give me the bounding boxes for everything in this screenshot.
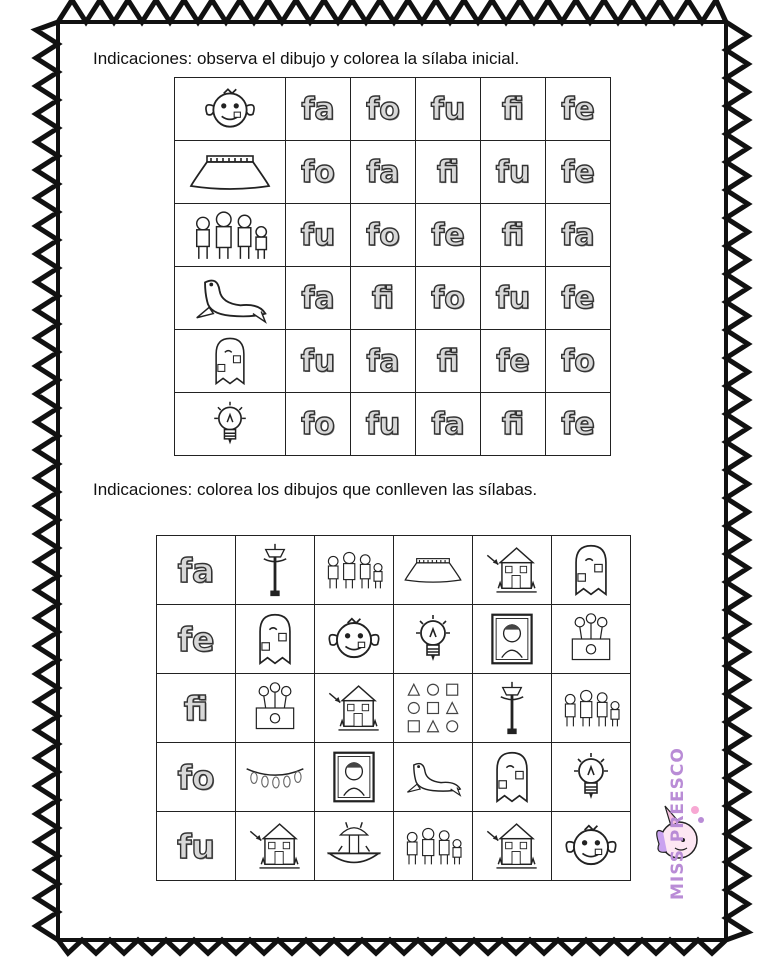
syllable-cell[interactable]	[481, 141, 546, 204]
picture-row	[157, 536, 631, 605]
syllable-cell[interactable]	[481, 267, 546, 330]
picture-row	[157, 674, 631, 743]
house-icon[interactable]	[236, 812, 315, 881]
syllable-text: fa	[431, 406, 465, 442]
syllable-cell[interactable]	[286, 393, 351, 456]
family-icon[interactable]	[552, 674, 631, 743]
syllable-text: fo	[366, 217, 400, 253]
syllable-text: fo	[301, 406, 335, 442]
syllable-text: fa	[301, 280, 335, 316]
syllable-text: fe	[561, 280, 595, 316]
syllable-row	[175, 78, 611, 141]
syllable-cell[interactable]	[416, 267, 481, 330]
brand-name: MISS PREESCO	[668, 747, 688, 900]
syllable-cell[interactable]	[546, 204, 611, 267]
syllable-label-cell	[157, 605, 236, 674]
syllable-cell[interactable]	[546, 267, 611, 330]
syllable-cell[interactable]	[416, 393, 481, 456]
family-icon[interactable]	[394, 812, 473, 881]
syllable-label-cell	[157, 674, 236, 743]
syllable-text: fi	[501, 217, 525, 253]
syllable-cell[interactable]	[351, 267, 416, 330]
syllable-cell[interactable]	[416, 141, 481, 204]
syllable-cell[interactable]	[481, 78, 546, 141]
syllable-label-cell	[157, 812, 236, 881]
syllable-cell[interactable]	[481, 204, 546, 267]
lightbulb-icon	[175, 393, 286, 456]
syllable-cell[interactable]	[351, 78, 416, 141]
syllable-label: fi	[183, 688, 209, 728]
syllable-text: fo	[301, 154, 335, 190]
syllable-row	[175, 330, 611, 393]
ghost-icon[interactable]	[236, 605, 315, 674]
syllable-cell[interactable]	[286, 204, 351, 267]
syllable-text: fe	[496, 343, 530, 379]
face-icon[interactable]	[552, 812, 631, 881]
syllable-cell[interactable]	[416, 204, 481, 267]
syllable-cell[interactable]	[416, 330, 481, 393]
syllable-text: fo	[366, 91, 400, 127]
picture-row	[157, 605, 631, 674]
syllable-label: fu	[177, 826, 215, 866]
syllable-text: fi	[436, 154, 460, 190]
house-icon[interactable]	[473, 812, 552, 881]
syllable-text: fu	[365, 406, 401, 442]
syllable-label-cell	[157, 743, 236, 812]
syllable-label-cell	[157, 536, 236, 605]
syllable-text: fu	[300, 217, 336, 253]
garland-icon[interactable]	[236, 743, 315, 812]
face-icon	[175, 78, 286, 141]
syllable-text: fe	[561, 154, 595, 190]
syllable-cell[interactable]	[416, 78, 481, 141]
shapes-icon[interactable]	[394, 674, 473, 743]
syllable-row	[175, 141, 611, 204]
lightbulb-icon[interactable]	[394, 605, 473, 674]
syllable-text: fa	[366, 154, 400, 190]
syllable-cell[interactable]	[351, 393, 416, 456]
streetlamp-icon[interactable]	[236, 536, 315, 605]
flower-box-icon[interactable]	[552, 605, 631, 674]
syllable-text: fu	[300, 343, 336, 379]
syllable-text: fo	[561, 343, 595, 379]
lightbulb-icon[interactable]	[552, 743, 631, 812]
syllable-text: fe	[561, 91, 595, 127]
ghost-icon	[175, 330, 286, 393]
syllable-text: fa	[561, 217, 595, 253]
syllable-text: fe	[431, 217, 465, 253]
syllable-cell[interactable]	[286, 330, 351, 393]
syllable-cell[interactable]	[546, 330, 611, 393]
syllable-text: fi	[501, 91, 525, 127]
streetlamp-icon[interactable]	[473, 674, 552, 743]
syllable-row	[175, 393, 611, 456]
syllable-cell[interactable]	[546, 78, 611, 141]
family-icon[interactable]	[315, 536, 394, 605]
syllable-cell[interactable]	[286, 267, 351, 330]
syllable-cell[interactable]	[546, 393, 611, 456]
syllable-cell[interactable]	[286, 78, 351, 141]
syllable-cell[interactable]	[351, 204, 416, 267]
syllable-cell[interactable]	[351, 330, 416, 393]
syllable-text: fi	[371, 280, 395, 316]
syllable-row	[175, 267, 611, 330]
syllable-text: fo	[431, 280, 465, 316]
ghost-icon[interactable]	[552, 536, 631, 605]
syllable-table	[174, 77, 611, 456]
framed-photo-icon[interactable]	[315, 743, 394, 812]
picture-table	[156, 535, 631, 881]
syllable-cell[interactable]	[286, 141, 351, 204]
syllable-text: fu	[495, 280, 531, 316]
syllable-text: fi	[436, 343, 460, 379]
family-icon	[175, 204, 286, 267]
syllable-cell[interactable]	[481, 393, 546, 456]
seal-icon	[175, 267, 286, 330]
syllable-text: fa	[301, 91, 335, 127]
syllable-label: fa	[177, 550, 215, 590]
syllable-text: fu	[430, 91, 466, 127]
house-icon[interactable]	[315, 674, 394, 743]
house-icon[interactable]	[473, 536, 552, 605]
syllable-text: fa	[366, 343, 400, 379]
instructions-second: Indicaciones: colorea los dibujos que conlleven las sílabas.	[93, 480, 538, 499]
syllable-cell[interactable]	[546, 141, 611, 204]
instructions-first: Indicaciones: observa el dibujo y colorea la sílaba inicial.	[93, 49, 520, 68]
face-icon[interactable]	[315, 605, 394, 674]
skirt-icon[interactable]	[394, 536, 473, 605]
syllable-label: fe	[177, 619, 215, 659]
seal-icon[interactable]	[394, 743, 473, 812]
syllable-label: fo	[177, 757, 215, 797]
syllable-cell[interactable]	[481, 330, 546, 393]
picture-row	[157, 743, 631, 812]
flower-box-icon[interactable]	[236, 674, 315, 743]
skirt-icon	[175, 141, 286, 204]
syllable-text: fu	[495, 154, 531, 190]
picture-row	[157, 812, 631, 881]
fountain-icon[interactable]	[315, 812, 394, 881]
syllable-row	[175, 204, 611, 267]
ghost-icon[interactable]	[473, 743, 552, 812]
syllable-cell[interactable]	[351, 141, 416, 204]
syllable-text: fi	[501, 406, 525, 442]
framed-photo-icon[interactable]	[473, 605, 552, 674]
syllable-text: fe	[561, 406, 595, 442]
